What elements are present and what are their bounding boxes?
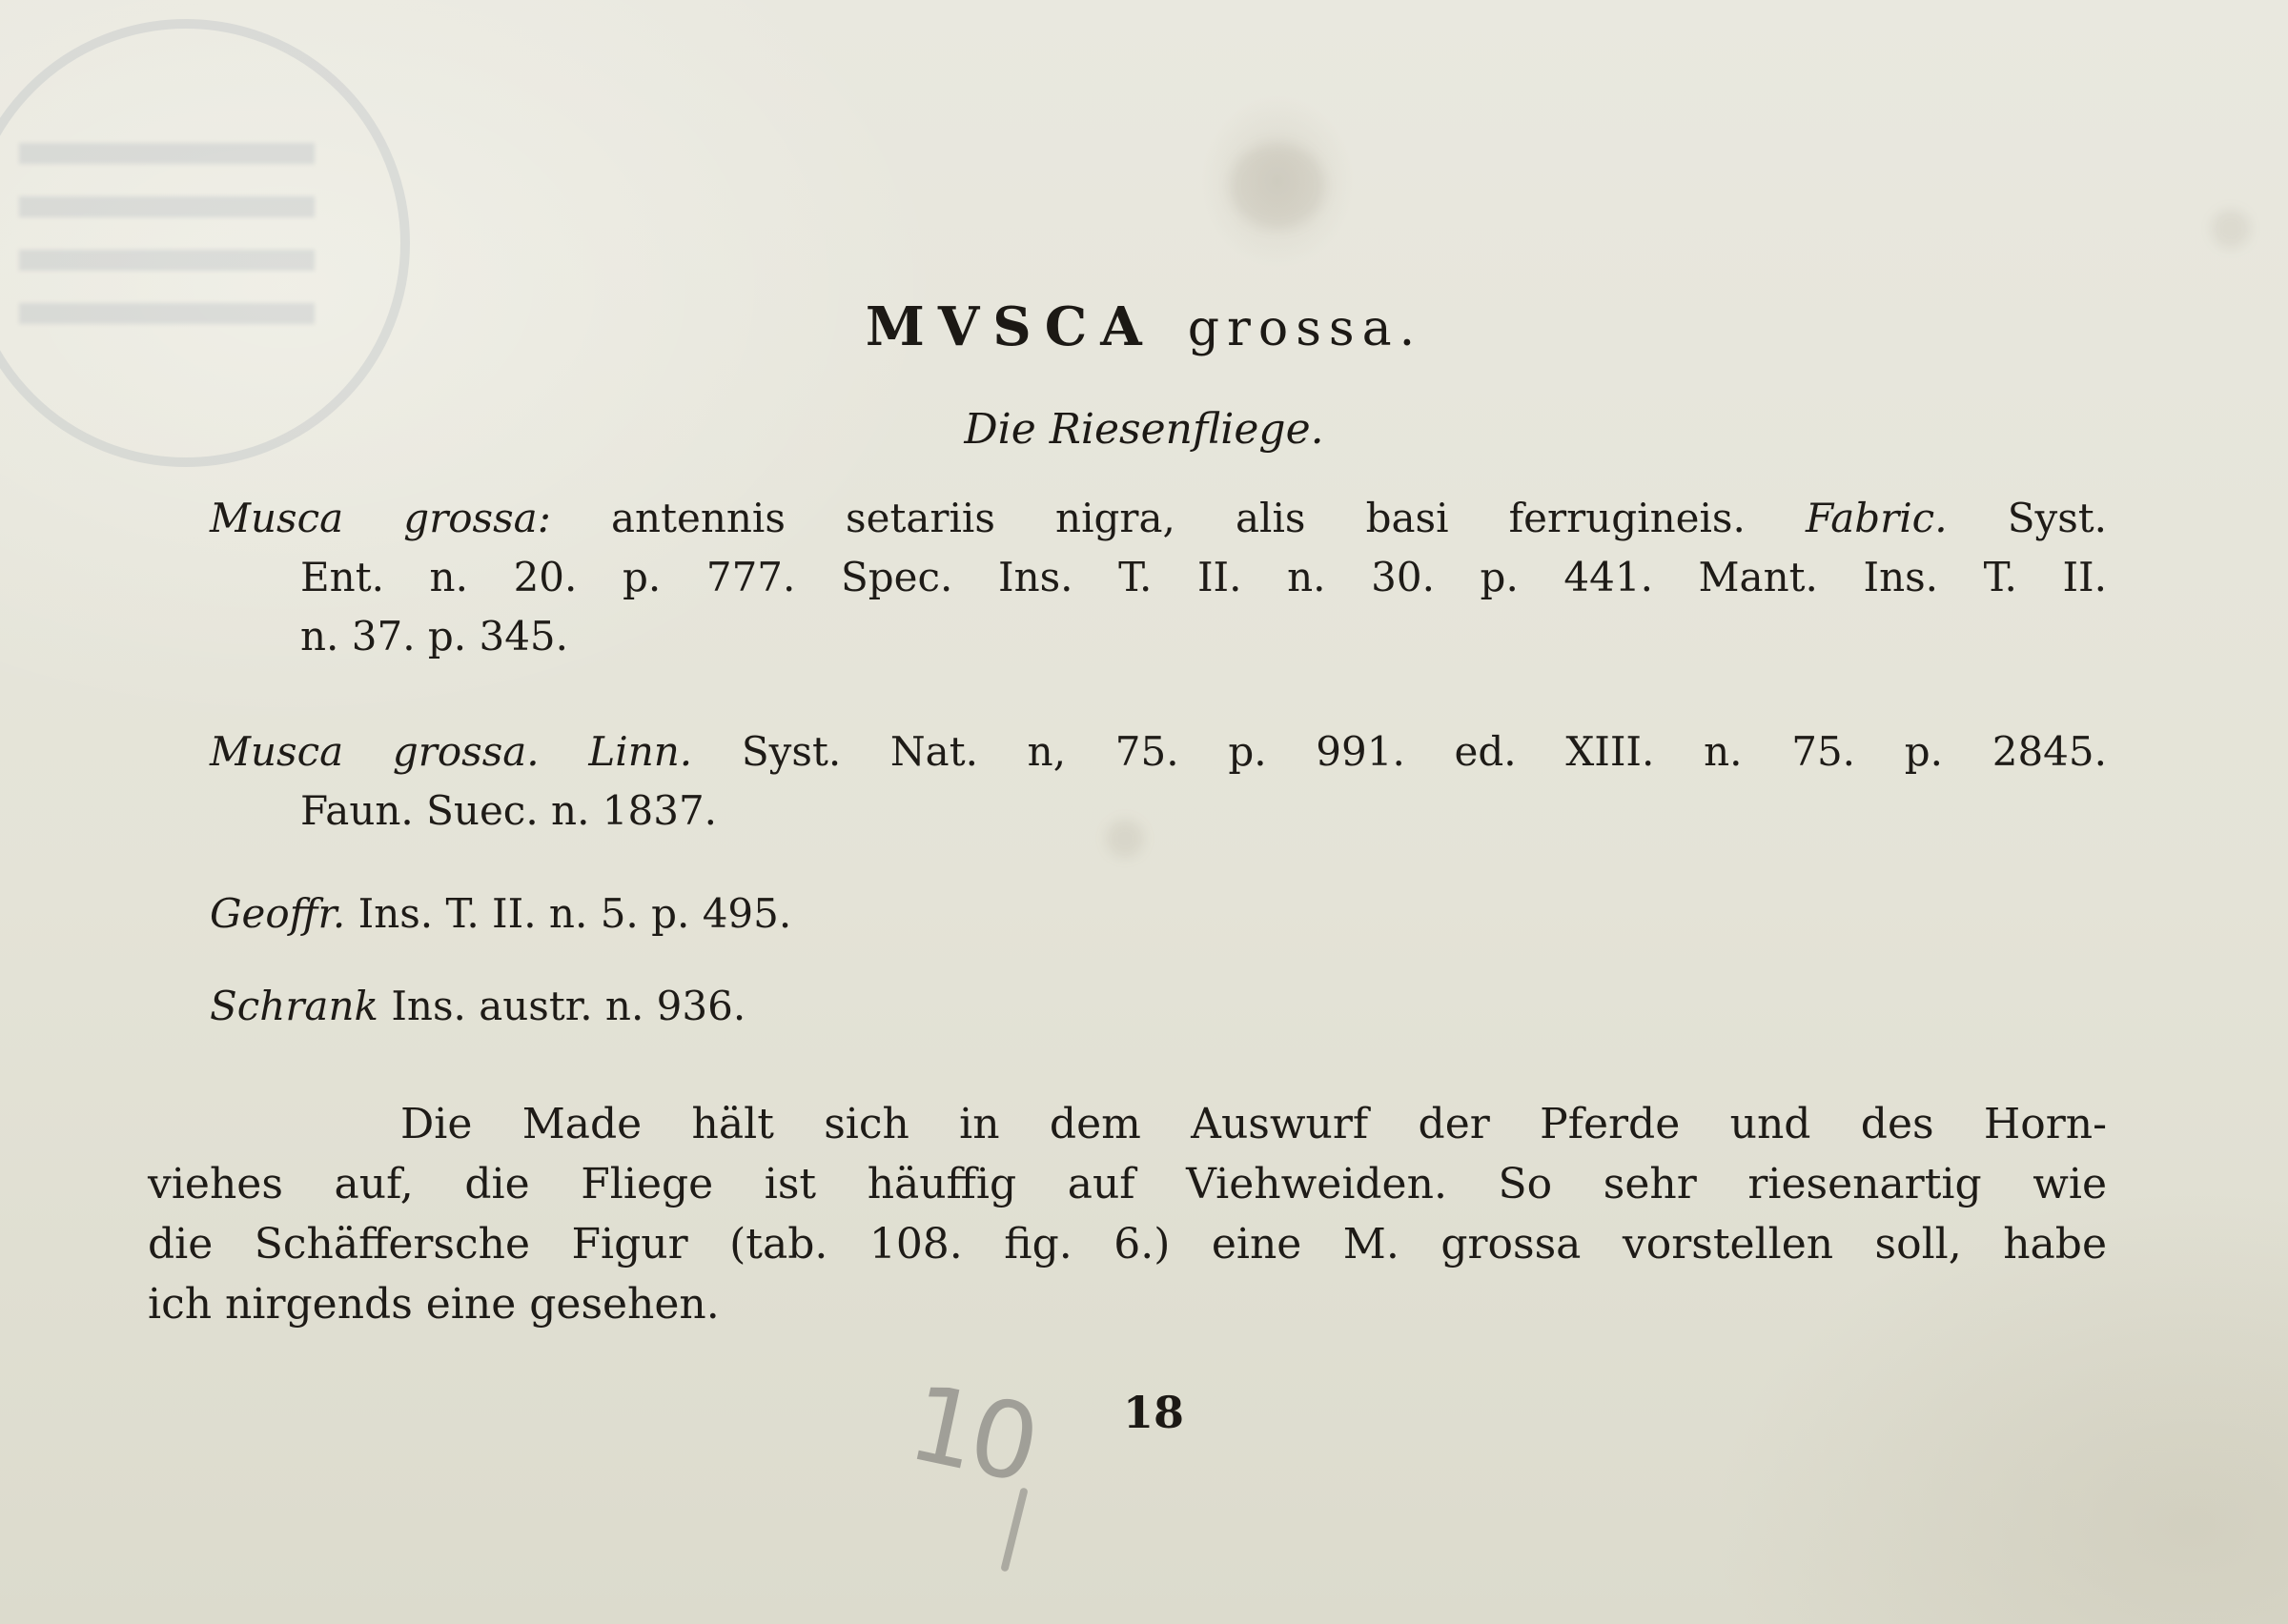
reference-author: Geoffr.	[210, 890, 346, 937]
paragraph-line: die Schäffersche Figur (tab. 108. fig. 6.) eine M. grossa vorstellen soll, habe	[148, 1220, 2107, 1269]
page-number: 18	[1123, 1387, 1185, 1438]
title-species: grossa.	[1187, 300, 1423, 357]
title-genus: MVSCA	[865, 295, 1155, 358]
reference-line: Ent. n. 20. p. 777. Spec. Ins. T. II. n. 30. p. 441. Mant. Ins. T. II.	[300, 554, 2107, 600]
description-paragraph	[148, 1094, 2107, 1334]
paragraph-line: viehes auf, die Fliege ist häuffig auf Viehweiden. So sehr riesenartig wie	[148, 1160, 2107, 1208]
reference-author: Schrank	[210, 983, 378, 1029]
paragraph-line: Die Made hält sich in dem Auswurf der Pferde und des Horn-	[400, 1100, 2107, 1148]
reference-line: n. 37. p. 345.	[300, 613, 568, 660]
reference-author: Musca grossa:	[210, 495, 551, 541]
pencil-annotation: 10	[899, 1361, 1044, 1506]
reference-line: Geoffr. Ins. T. II. n. 5. p. 495.	[210, 890, 792, 937]
page-subtitle: Die Riesenfliege.	[964, 405, 1324, 454]
reference-line: Faun. Suec. n. 1837.	[300, 787, 718, 834]
reference-linnaeus	[210, 722, 2107, 841]
reference-schrank	[210, 977, 2107, 1036]
reference-fabricius	[210, 489, 2107, 666]
reference-author: Musca grossa. Linn.	[210, 728, 693, 775]
reference-line: Schrank Ins. austr. n. 936.	[210, 983, 746, 1029]
reference-line: Musca grossa. Linn. Syst. Nat. n, 75. p. 991. ed. XIII. n. 75. p. 2845.	[210, 728, 2107, 775]
reference-line: Musca grossa: antennis setariis nigra, alis basi ferrugineis. Fabric. Syst.	[210, 495, 2107, 541]
reference-geoffroy	[210, 884, 2107, 944]
paragraph-line: ich nirgends eine gesehen.	[148, 1280, 720, 1329]
paper-stain	[1230, 143, 1325, 229]
paper-stain	[2212, 210, 2250, 248]
page-title	[0, 295, 2288, 358]
